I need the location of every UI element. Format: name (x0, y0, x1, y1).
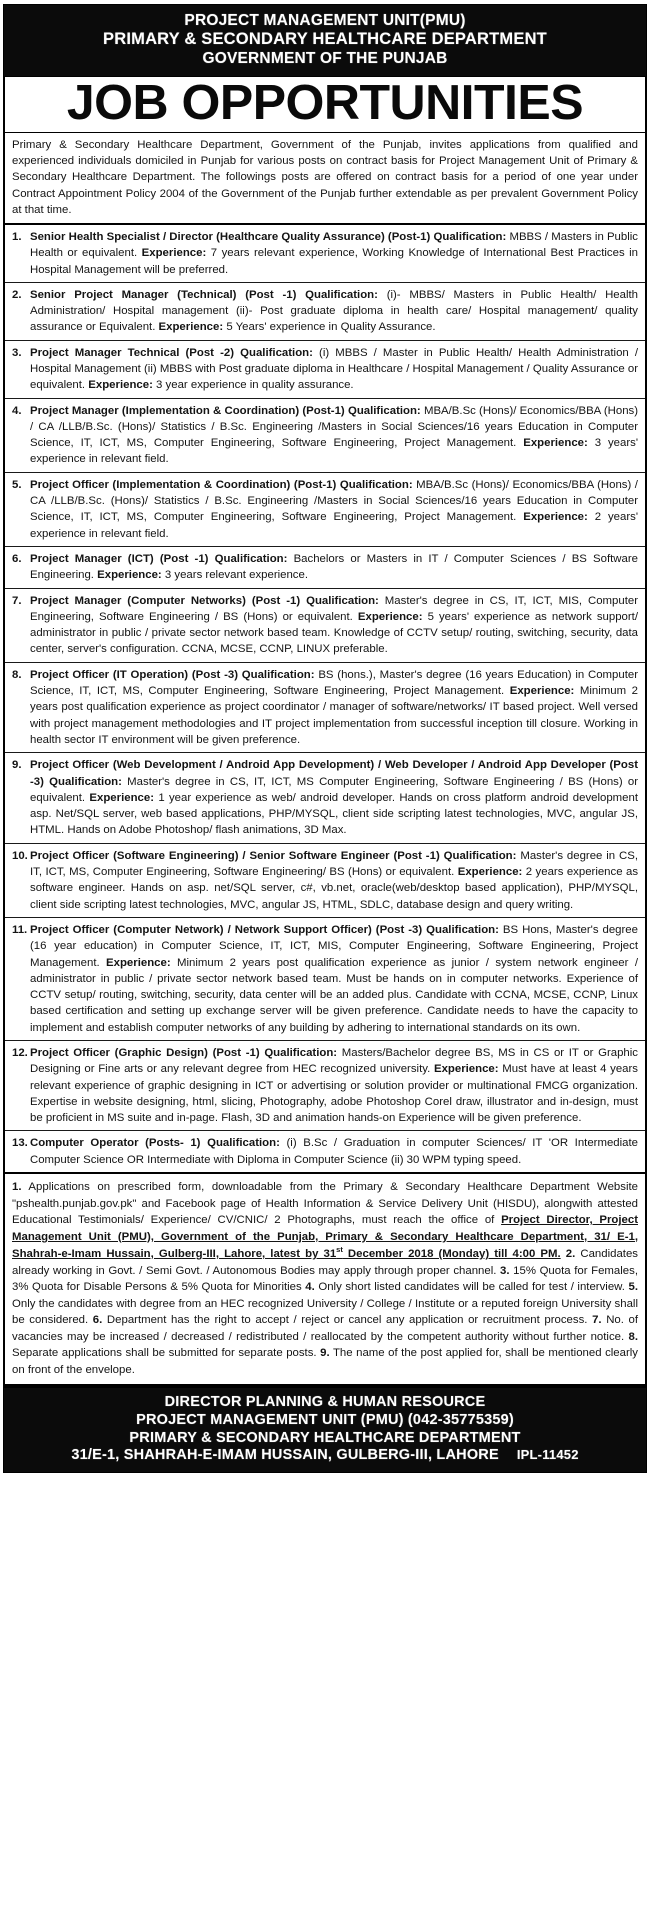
qualification-label: Qualification: (241, 668, 315, 681)
job-details (30, 593, 638, 658)
qualification-label: Qualification: (240, 346, 313, 359)
qualification-label: Qualification: (214, 552, 288, 565)
experience-text: 2 years' experience in relevant field. (30, 511, 638, 540)
header-line-government: GOVERNMENT OF THE PUNJAB (202, 49, 448, 67)
qualification-text: Master's degree in CS, IT, ICT, MS, Computer Engineering, Software Engineering/ BS (Hons) or equivalent. (30, 849, 639, 879)
term-number-3: 3. (500, 1264, 510, 1277)
qualification-label: Qualification: (339, 478, 413, 491)
experience-label: Experience: (457, 866, 523, 879)
experience-text: 1 year experience as web/ android developer. Hands on cross platform android development asp. Net/SQL server, web based applications, PHP/MYSQL, client side scripting latest technologies, MVC, angular JS, HTML. Hands on Adobe Photoshop/ flash animations, 3D Max. (30, 791, 639, 837)
job-listing-item (5, 1131, 645, 1174)
job-title: Senior Project Manager (Technical) (Post -1) (30, 288, 297, 301)
job-listing-item (5, 589, 645, 663)
term-number-5: 5. (628, 1281, 638, 1294)
qualification-text: MBA/B.Sc (Hons)/ Economics/BBA (Hons) / CA /LLB/B.Sc. (Hons)/ Statistics / B.Sc. Engineering /Masters in Social Sciences/16 years Education in Computer Science, IT, ICT, MS, Computer Engineering, Software Engineering, Project Management. (30, 404, 639, 450)
qualification-text: BS (hons.), Master's degree (16 years Education) in Computer Science, IT, ICT, MS, Computer Engineering, Software Engineering, Project Management. (30, 668, 638, 698)
department-header-banner (3, 4, 647, 77)
job-listing-item (5, 225, 645, 283)
experience-text: 5 Years' experience in Quality Assurance. (226, 321, 436, 334)
job-listing-item (5, 547, 645, 589)
experience-text: Minimum 2 years post qualification experience as junior / system network engineer / administrator in public / private sector network based team. Must be hands on in computer networks. Experience of CCTV setup/ routing, switching, security, data center will be an added plus. Candidate with CCNA, MCSE, CCNP, Linux based certification and setting up exchange server will be given preference. Candidate needs to have the capacity to implement and establish computer networks of any building by adhering to international standards on its own. (30, 956, 638, 1034)
job-listing-item (5, 283, 645, 341)
qualification-label: Qualification: (207, 1137, 280, 1150)
job-title: Project Officer (Web Development / Android App Development) / Web Developer / Android App Developer (Post -3) (30, 759, 638, 788)
term-text-2: Candidates already working in Govt. / Semi Govt. / Autonomous Bodies may apply through proper channel. (12, 1247, 638, 1277)
job-listing-item (5, 844, 645, 918)
experience-text: 3 years' experience in relevant field. (30, 437, 638, 466)
job-number: 5. (12, 478, 22, 491)
footer-line-address (10, 1447, 640, 1465)
job-number: 9. (12, 759, 22, 772)
job-opportunities-title-box (3, 77, 647, 133)
job-title: Project Manager (ICT) (Post -1) (30, 552, 209, 565)
introduction-paragraph: Primary & Secondary Healthcare Department, Government of the Punjab, invites applications from qualified and experienced individuals domiciled in Punjab for various posts on contract basis for Project Management Unit of Primary & Secondary Healthcare Department. The followings posts are offered on contract basis for a period of one year under Contract Appointment Policy 2004 of the Government of the Punjab further extendable as per prevalent Government Policy at that time. (5, 133, 645, 225)
experience-text: 3 years relevant experience. (164, 569, 309, 582)
qualification-text: BS Hons, Master's degree (16 year education) in Computer Science, IT, ICT, MIS, Computer Engineering, Software Engineering, Project Management. (30, 923, 638, 969)
qualification-label: Qualification: (347, 404, 421, 417)
experience-label: Experience: (357, 610, 423, 623)
job-details (30, 922, 638, 1036)
qualification-label: Qualification: (49, 775, 122, 788)
qualification-label: Qualification: (443, 849, 517, 862)
term-number-8: 8. (628, 1330, 638, 1343)
job-title: Senior Health Specialist / Director (Healthcare Quality Assurance) (Post-1) (30, 230, 431, 243)
qualification-text: MBA/B.Sc (Hons)/ Economics/BBA (Hons) / CA /LLB/B.Sc. (Hons)/ Statistics / B.Sc. Engineering /Masters in Social Sciences/16 years Education in Computer Science, IT, ICT, MS, Computer Engineering, Software Engineering, Project Management. (30, 478, 638, 524)
job-title: Project Officer (Software Engineering) / Senior Software Engineer (Post -1) (30, 849, 440, 862)
date-ordinal-suffix: st (336, 1245, 343, 1255)
qualification-label: Qualification: (305, 288, 378, 301)
term-number-4: 4. (305, 1281, 315, 1294)
qualification-text: (i) MBBS / Master in Public Health/ Health Administration / Hospital Management (ii) MBBS with Post graduate diploma in Healthcare / Hospital Management / Quality Assurance or equivalent. (30, 346, 639, 392)
experience-label: Experience: (97, 569, 162, 582)
job-number: 2. (12, 288, 22, 301)
contact-footer-banner (3, 1388, 647, 1473)
job-listing-item (5, 399, 645, 473)
job-details (30, 287, 638, 336)
term-text-9: The name of the post applied for, shall be mentioned clearly on front of the envelope. (12, 1347, 638, 1376)
job-listing-item (5, 663, 645, 753)
job-title: Project Officer (IT Operation) (Post -3) (30, 668, 239, 681)
term-text-1: Applications on prescribed form, downloadable from the Primary & Secondary Healthcare Department Website "pshealth.punjab.gov.pk" and Facebook page of Health Information & Service Delivery Unit (HISDU), alongwith attested Educational Testimonials/ Experience/ CV/CNIC/ 2 Photographs, must reach the office of (12, 1181, 638, 1227)
job-number: 10. (12, 849, 28, 862)
job-title: Project Officer (Implementation & Coordination) (Post-1) (30, 478, 337, 491)
term-text-4: Only short listed candidates will be called for test / interview. (318, 1281, 625, 1294)
job-title: Project Manager Technical (Post -2) (30, 346, 234, 359)
term-text-5: Only the candidates with degree from an HEC recognized University / College / Institute or a reputed foreign University shall be considered. (12, 1297, 638, 1327)
qualification-text: Master's degree in CS, IT, ICT, MS Computer Engineering, Software Engineering / BS (Hons) or equivalent. (30, 775, 639, 804)
job-number: 13. (12, 1137, 28, 1150)
job-number: 11. (12, 923, 28, 936)
qualification-text: MBBS / Masters in Public Health or equivalent. (30, 230, 638, 260)
experience-label: Experience: (523, 437, 588, 450)
job-title: Project Officer (Computer Network) / Network Support Officer) (Post -3) (30, 923, 423, 936)
footer-line-director: DIRECTOR PLANNING & HUMAN RESOURCE (164, 1394, 486, 1411)
qualification-text: Master's degree in CS, IT, ICT, MIS, Computer Engineering, Software Engineering / BS (Hons) or equivalent. (30, 594, 638, 623)
experience-text: 7 years relevant experience, Working Knowledge of International Best Practices in Hospital Management will be preferred. (30, 247, 639, 276)
job-details (30, 345, 638, 394)
job-details (30, 477, 638, 542)
footer-line-unit-phone: PROJECT MANAGEMENT UNIT (PMU) (042-35775359) (136, 1411, 514, 1428)
job-title: Computer Operator (Posts- 1) (30, 1137, 201, 1150)
job-details (30, 667, 638, 748)
experience-label: Experience: (141, 247, 207, 260)
qualification-label: Qualification: (264, 1046, 338, 1059)
job-listing-item (5, 341, 645, 399)
experience-text: 5 years' experience as network support/ administrator in public / private sector network based team. Knowledge of CCTV setup/ routing, switching, security, data center, server's configuration. CCNA, MCSE, CCNP, LINUX preferable. (30, 610, 639, 656)
job-details (30, 1135, 638, 1168)
term-number-7: 7. (592, 1314, 602, 1327)
advertisement-reference-code: IPL-11452 (516, 1447, 579, 1463)
job-number: 1. (12, 230, 22, 243)
experience-text: 3 year experience in quality assurance. (156, 379, 354, 392)
job-details (30, 403, 638, 468)
qualification-text: Bachelors or Masters in IT / Computer Sciences / BS Software Engineering. (30, 552, 638, 582)
job-details (30, 1045, 638, 1126)
term-number-9: 9. (320, 1347, 330, 1360)
term-number-6: 6. (92, 1314, 103, 1327)
footer-address-text: 31/E-1, SHAHRAH-E-IMAM HUSSAIN, GULBERG-III, LAHORE (71, 1447, 499, 1464)
term-text-7: No. of vacancies may be increased / decreased / redistributed / reallocated by the competent authority without further notice. (12, 1314, 639, 1343)
experience-label: Experience: (158, 321, 224, 334)
header-line-organization: PROJECT MANAGEMENT UNIT(PMU) (184, 12, 466, 29)
experience-text: 2 years experience as software engineer. Hands on asp. net/SQL server, c#, vb.net, oracle(web/desktop based application), PHP/MYSQL, client side scripting latest technologies, MVC, angular JS, HTML, SDLC, database design and query writing. (30, 866, 639, 911)
job-number: 12. (12, 1046, 28, 1059)
experience-label: Experience: (509, 685, 575, 698)
job-details (30, 551, 638, 584)
job-listing-item (5, 753, 645, 843)
qualification-label: Qualification: (433, 230, 507, 243)
job-number: 8. (12, 668, 22, 681)
qualification-label: Qualification: (306, 594, 379, 607)
job-title: Project Officer (Graphic Design) (Post -1) (30, 1046, 260, 1059)
term-text-8: Separate applications shall be submitted for separate posts. (12, 1347, 317, 1360)
experience-label: Experience: (89, 791, 155, 804)
footer-line-department: PRIMARY & SECONDARY HEALTHCARE DEPARTMENT (129, 1429, 521, 1446)
job-title: Project Manager (Implementation & Coordination) (Post-1) (30, 404, 345, 417)
job-details (30, 848, 638, 913)
advertisement-body-frame (3, 133, 647, 1388)
experience-text: Minimum 2 years post qualification experience as project coordinator / manager of software/networks/ IT based project. Well versed with project management methodologies and IT project implementation from successful inception till closure. Working in health sector IT environment will be given preference. (30, 685, 638, 746)
qualification-text: Masters/Bachelor degree BS, MS in CS or IT or Graphic Designing or Fine arts or any relevant degree from HEC recognized university. (30, 1046, 638, 1076)
experience-text: Must have at least 4 years relevant experience of graphic designing in ICT or advertising or solution provider or multinational FMCG organization. Expertise in website designing, html, slicing, Photography, adobe Photoshop Corel draw, illustrator and in-design, must be proficient in MS suite and in-page. Flash, 3D and animation hands-on Experience will be given preference. (30, 1063, 638, 1125)
job-number: 3. (12, 346, 22, 359)
terms-and-conditions (5, 1174, 645, 1386)
job-details (30, 757, 638, 838)
experience-label: Experience: (523, 511, 588, 524)
qualification-text: (i) B.Sc / Graduation in computer Sciences/ IT 'OR Intermediate Computer Science OR Intermediate with Diploma in Computer Science (ii) 30 WPM typing speed. (30, 1137, 638, 1166)
experience-label: Experience: (106, 956, 171, 969)
job-title: Project Manager (Computer Networks) (Post -1) (30, 594, 301, 607)
experience-label: Experience: (433, 1063, 499, 1076)
submission-address-text: Project Director, Project Management Unit (PMU), Government of the Punjab, Primary & Secondary Healthcare Department, 31/ E-1, Shahrah-e-Imam Hussain, Gulberg-III, Lahore, latest by 31 (12, 1214, 638, 1260)
term-text-3: 15% Quota for Females, 3% Quota for Disable Persons & 5% Quota for Minorities (12, 1264, 638, 1294)
job-number: 4. (12, 404, 22, 417)
experience-label: Experience: (88, 379, 153, 392)
page-title: JOB OPPORTUNITIES (66, 76, 584, 131)
header-line-department: PRIMARY & SECONDARY HEALTHCARE DEPARTMENT (103, 30, 547, 49)
term-number-2: 2. (565, 1247, 576, 1260)
qualification-text: (i)- MBBS/ Masters in Public Health/ Health Administration/ Hospital management (ii)- Post graduate diploma in health care/ Hospital management/ quality assurance or Equivalent. (30, 288, 638, 334)
job-listings (5, 225, 645, 1174)
job-listing-item (5, 1041, 645, 1131)
submission-deadline: December 2018 (Monday) till 4:00 PM. (342, 1247, 561, 1260)
job-number: 7. (12, 594, 22, 607)
job-listing-item (5, 473, 645, 547)
job-details (30, 229, 638, 278)
term-number-1: 1. (12, 1181, 22, 1194)
term-text-6: Department has the right to accept / reject or cancel any application or recruitment process. (106, 1314, 588, 1327)
job-number: 6. (12, 552, 22, 565)
qualification-label: Qualification: (426, 923, 499, 936)
job-listing-item (5, 918, 645, 1041)
